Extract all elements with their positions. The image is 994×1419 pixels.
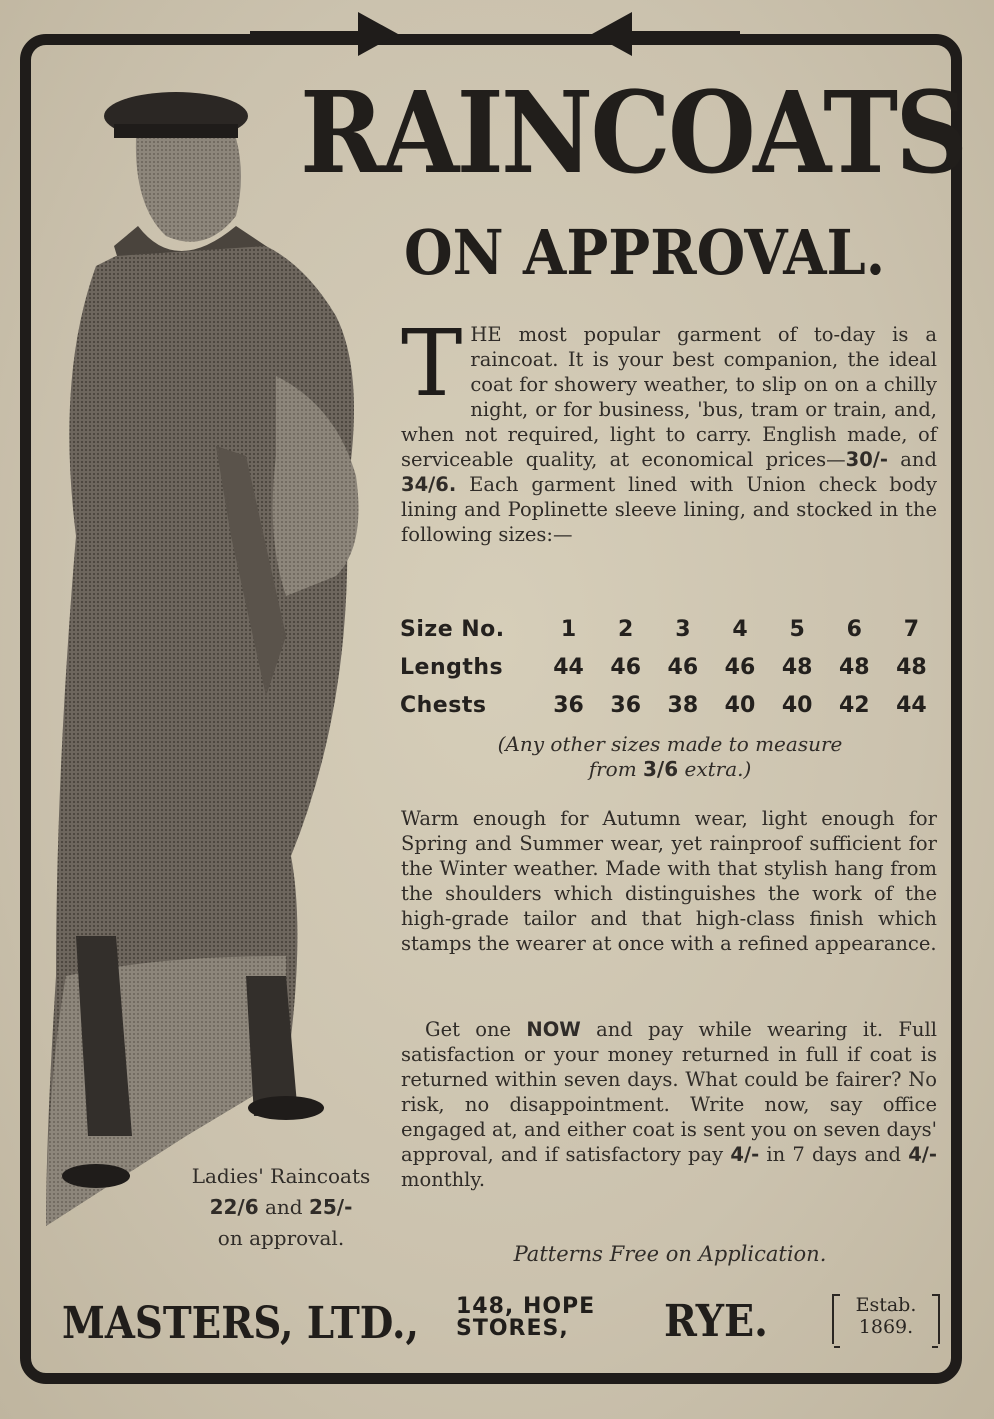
size-cell: 40 [724, 692, 756, 718]
size-table-row [400, 610, 940, 648]
price-22-6: 22/6 [209, 1195, 259, 1219]
price-30: 30/- [845, 448, 889, 471]
size-cell: 48 [781, 654, 813, 680]
extra-price: 3/6 [643, 757, 679, 781]
company-town: RYE. [664, 1296, 768, 1347]
now-emphasis: NOW [526, 1018, 581, 1041]
patterns-free-line: Patterns Free on Application. [513, 1242, 827, 1266]
price-4-weekly: 4/- [730, 1143, 760, 1166]
size-cell: 36 [610, 692, 642, 718]
arrow-left-icon [590, 6, 740, 62]
man-in-raincoat-illustration [36, 76, 386, 1226]
size-cell: 46 [724, 654, 756, 680]
size-row-label: Size No. [400, 616, 505, 642]
company-address: 148, HOPE STORES, [456, 1294, 596, 1341]
offer-paragraph: Get one NOW and pay while wearing it. Full satisfaction or your money returned in full if coat is returned within seven days. What could be fairer? No risk, no disappointment. Write now, say office engaged at, and either coat is sent you on seven days' approval, and if satisfactory pay 4/- in 7 days and 4/- monthly. [401, 1018, 938, 1191]
price-25: 25/- [308, 1195, 353, 1219]
size-table-row [400, 648, 940, 686]
size-cell: 44 [553, 654, 584, 680]
size-row-label: Lengths [400, 654, 504, 680]
price-4-monthly: 4/- [908, 1143, 938, 1166]
ladies-raincoats-caption: Ladies' Raincoats 22/6 and 25/- on approval. [191, 1164, 371, 1250]
size-row-label: Chests [400, 692, 487, 718]
arrow-right-icon [250, 6, 400, 62]
size-cell: 7 [903, 616, 920, 642]
description-paragraph: Warm enough for Autumn wear, light enough for Spring and Summer wear, yet rainproof sufficient for the Winter weather. Made with that stylish hang from the shoulders which distinguishes the work of the high-grade tailor and that high-class finish which stamps the wearer at once with a refined appearance. [401, 807, 937, 955]
company-name: MASTERS, LTD., [62, 1298, 419, 1349]
size-cell: 2 [618, 616, 634, 642]
size-cell: 4 [732, 616, 748, 642]
ad-headline: RAINCOATS [300, 68, 966, 199]
size-cell: 46 [610, 654, 642, 680]
size-cell: 48 [896, 654, 927, 680]
size-cell: 1 [560, 616, 577, 642]
established-badge: Estab. 1869. [832, 1294, 940, 1344]
size-cell: 38 [667, 692, 699, 718]
size-table [400, 610, 940, 724]
size-cell: 44 [896, 692, 927, 718]
size-cell: 5 [789, 616, 805, 642]
size-cell: 6 [846, 616, 862, 642]
price-34-6: 34/6. [401, 473, 457, 496]
intro-paragraph: THE most popular garment of to-day is a raincoat. It is your best companion, the ideal coat for showery weather, to slip on on a chilly night, or for business, 'bus, tram or train, and, when not required, light to carry. English made, of serviceable quality, at economical prices—30/- and 34/6. Each garment lined with Union check body lining and Poplinette sleeve lining, and stocked in the following sizes:— [401, 310, 937, 546]
size-cell: 3 [675, 616, 691, 642]
made-to-measure-note: (Any other sizes made to measure from 3/6 extra.) [497, 732, 843, 781]
size-cell: 42 [838, 692, 870, 718]
size-cell: 46 [667, 654, 699, 680]
ad-subheadline: ON APPROVAL. [404, 216, 886, 289]
drop-cap-letter: T [401, 310, 463, 417]
size-cell: 40 [781, 692, 813, 718]
size-cell: 48 [838, 654, 870, 680]
size-table-row [400, 686, 940, 724]
size-cell: 36 [553, 692, 584, 718]
